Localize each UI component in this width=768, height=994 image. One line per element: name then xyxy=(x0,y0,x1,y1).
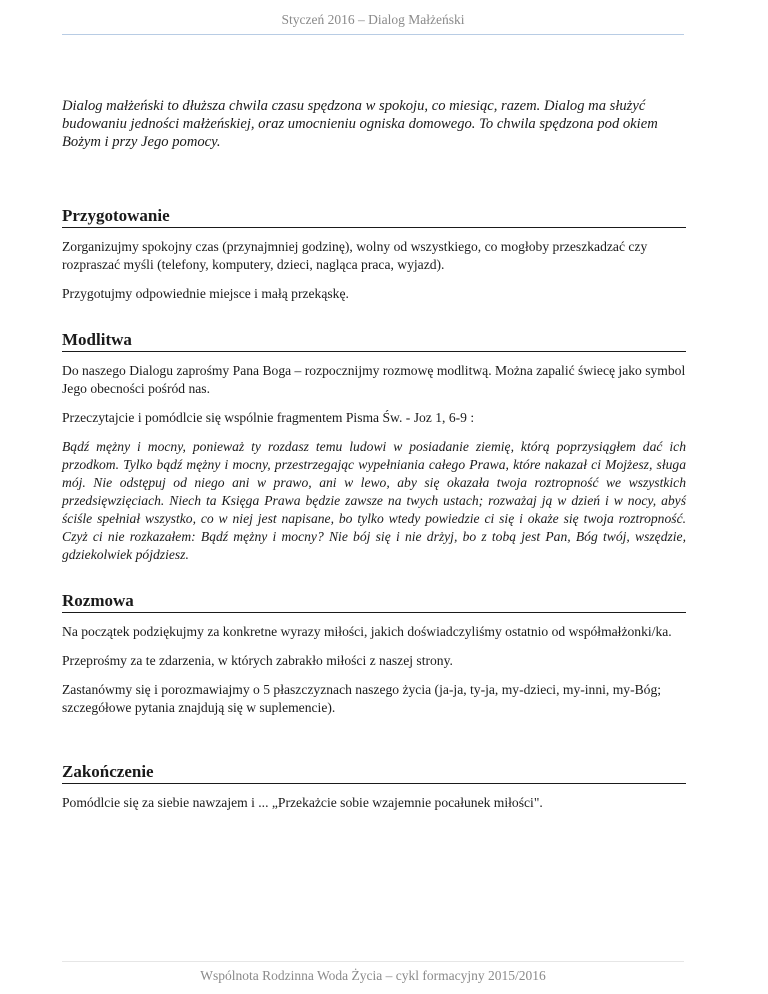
section-title: Zakończenie xyxy=(62,762,686,784)
page-header: Styczeń 2016 – Dialog Małżeński xyxy=(62,12,684,35)
section-title: Przygotowanie xyxy=(62,206,686,228)
section-zakonczenie xyxy=(62,762,686,823)
scripture-quote: Bądź mężny i mocny, ponieważ ty rozdasz temu ludowi w posiadanie ziemię, którą poprzysiągłem dać ich przodkom. Tylko bądź mężny i mocny, przestrzegając wypełniania całego Prawa, które nakazał ci Mojżesz, sługa mój. Nie odstępuj od niego ani w prawo, ani w lewo, aby się okazała twoja roztropność we wszystkich przedsięwzięciach. Niech ta Księga Prawa będzie zawsze na twych ustach; rozważaj ją w dzień i w nocy, abyś ściśle spełniał wszystko, co w niej jest napisane, bo tylko wtedy powiedzie ci się i okaże się twoja roztropność. Czyż ci nie rozkazałem: Bądź mężny i mocny? Nie bój się i nie drżyj, bo z tobą jest Pan, Bóg twój, wszędzie, gdziekolwiek pójdziesz. xyxy=(62,439,686,562)
intro-paragraph: Dialog małżeński to dłuższa chwila czasu spędzona w spokoju, co miesiąc, razem. Dialog ma służyć budowaniu jedności małżeńskiej, oraz umocnieniu ogniska domowego. To chwila spędzona pod okiem Bożym i przy Jego pomocy. xyxy=(62,98,658,150)
paragraph: Na początek podziękujmy za konkretne wyrazy miłości, jakich doświadczyliśmy ostatnio od współmałżonki/ka. xyxy=(62,624,672,639)
paragraph: Przeprośmy za te zdarzenia, w których zabrakło miłości z naszej strony. xyxy=(62,653,453,668)
section-rozmowa xyxy=(62,591,686,728)
paragraph: Przygotujmy odpowiednie miejsce i małą przekąskę. xyxy=(62,286,349,301)
paragraph: Zorganizujmy spokojny czas (przynajmniej godzinę), wolny od wszystkiego, co mogłoby przeszkadzać czy rozpraszać myśli (telefony, komputery, dzieci, nagląca praca, wyjazd). xyxy=(62,239,648,272)
section-title: Modlitwa xyxy=(62,330,686,352)
paragraph: Zastanówmy się i porozmawiajmy o 5 płaszczyznach naszego życia (ja-ja, ty-ja, my-dzieci, my-inni, my-Bóg; szczegółowe pytania znajdują się w suplemencie). xyxy=(62,682,662,715)
section-title: Rozmowa xyxy=(62,591,686,613)
section-modlitwa xyxy=(62,330,686,575)
paragraph: Pomódlcie się za siebie nawzajem i ... „Przekażcie sobie wzajemnie pocałunek miłości". xyxy=(62,795,543,810)
paragraph: Do naszego Dialogu zaprośmy Pana Boga – rozpocznijmy rozmowę modlitwą. Można zapalić świecę jako symbol Jego obecności pośród nas. xyxy=(62,363,686,396)
page-footer: Wspólnota Rodzinna Woda Życia – cykl formacyjny 2015/2016 xyxy=(62,961,684,984)
paragraph: Przeczytajcie i pomódlcie się wspólnie fragmentem Pisma Św. - Joz 1, 6-9 : xyxy=(62,410,475,425)
section-przygotowanie xyxy=(62,206,686,314)
